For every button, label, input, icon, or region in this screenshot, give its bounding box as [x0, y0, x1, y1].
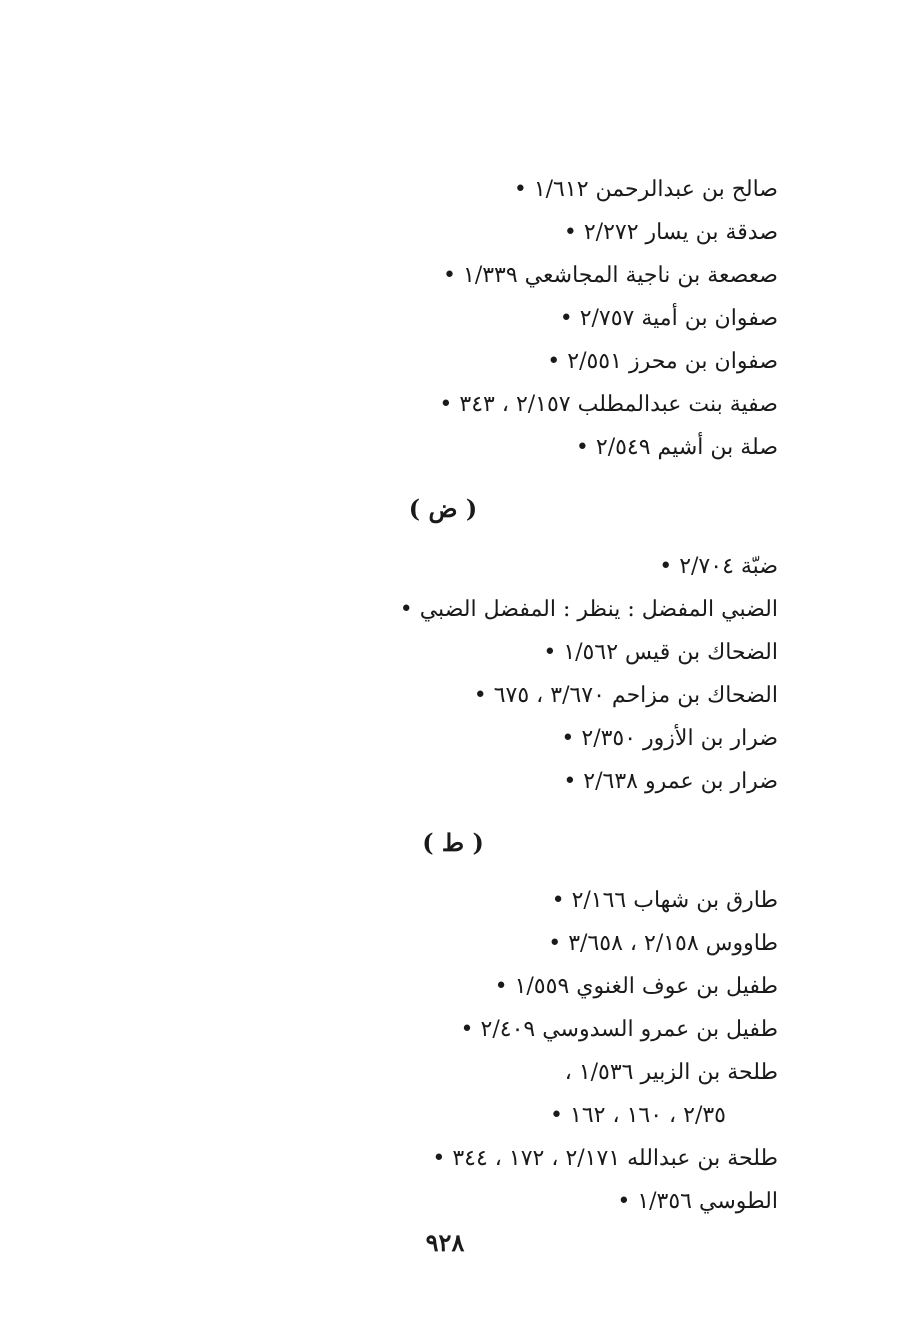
index-entry: طارق بن شهاب ٢/١٦٦ • — [551, 888, 778, 913]
index-entry: طاووس ٢/١٥٨ ، ٣/٦٥٨ • — [548, 931, 778, 956]
index-entry: الضحاك بن قيس ١/٥٦٢ • — [543, 640, 778, 665]
index-entry: طفيل بن عوف الغنوي ١/٥٥٩ • — [494, 974, 778, 999]
section-heading-ta: ( ط ) — [422, 828, 484, 857]
section-dad — [358, 545, 778, 803]
index-entry: ضرار بن الأزور ٢/٣٥٠ • — [561, 726, 778, 751]
index-entry: صدقة بن يسار ٢/٢٧٢ • — [563, 220, 778, 245]
index-entry: طلحة بن الزبير ١/٥٣٦ ، — [564, 1060, 778, 1085]
section-ta — [358, 879, 778, 1223]
section-heading-dad: ( ض ) — [408, 494, 478, 523]
index-entry: طفيل بن عمرو السدوسي ٢/٤٠٩ • — [460, 1017, 778, 1042]
section-sad — [358, 168, 778, 469]
page-number: ٩٢٨ — [425, 1228, 465, 1257]
index-entry: الضبي المفضل : ينظر : المفضل الضبي • — [399, 597, 778, 622]
index-entry: صفوان بن أمية ٢/٧٥٧ • — [559, 306, 778, 331]
index-entry: صفوان بن محرز ٢/٥٥١ • — [547, 349, 778, 374]
index-entry: صعصعة بن ناجية المجاشعي ١/٣٣٩ • — [443, 263, 778, 288]
index-entry: طلحة بن عبدالله ٢/١٧١ ، ١٧٢ ، ٣٤٤ • — [432, 1146, 778, 1171]
index-entry: صفية بنت عبدالمطلب ٢/١٥٧ ، ٣٤٣ • — [439, 392, 778, 417]
index-entry: ضبّة ٢/٧٠٤ • — [659, 554, 778, 579]
index-entry: صلة بن أشيم ٢/٥٤٩ • — [575, 435, 778, 460]
index-entry: صالح بن عبدالرحمن ١/٦١٢ • — [513, 177, 778, 202]
index-entry: ضرار بن عمرو ٢/٦٣٨ • — [563, 769, 778, 794]
index-entry: الضحاك بن مزاحم ٣/٦٧٠ ، ٦٧٥ • — [473, 683, 778, 708]
index-column — [358, 168, 778, 1223]
index-entry: الطوسي ١/٣٥٦ • — [617, 1189, 778, 1214]
index-entry-continuation: ٢/٣٥ ، ١٦٠ ، ١٦٢ • — [550, 1103, 726, 1128]
